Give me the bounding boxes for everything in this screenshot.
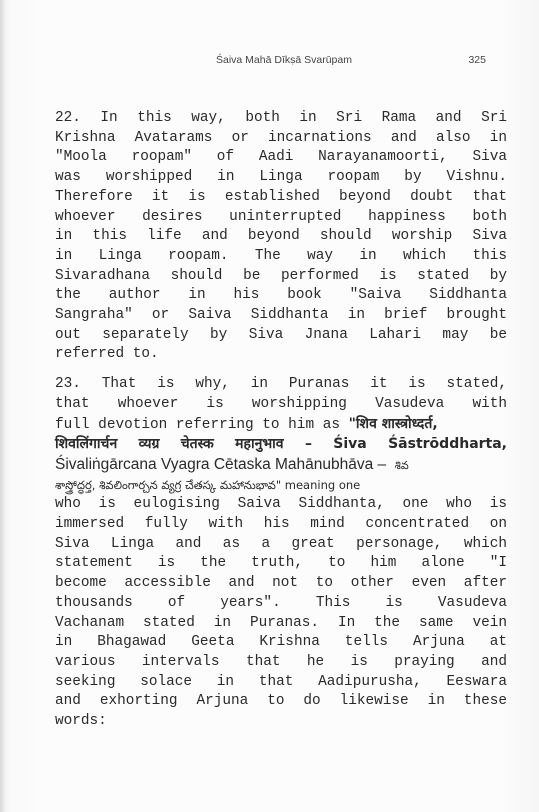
text-line: Sangraha" or Saiva Siddhanta in brief brought: [55, 307, 507, 324]
text-line: Therefore it is established beyond doubt that: [55, 188, 507, 205]
text-line: "Moola roopam" of Aadi Narayanamoorti, Siva: [55, 149, 507, 166]
text-line: Sivaradhana should be performed is stated by: [55, 267, 507, 284]
text-line: immersed fully with his mind concentrated on: [55, 516, 507, 533]
text-line: Siva Linga and as a great personage, which: [55, 535, 507, 552]
telugu-word: శివ: [394, 458, 409, 472]
text-line: various intervals that he is praying and: [55, 653, 507, 670]
text-line: referred to.: [55, 346, 159, 363]
text-line: in Bhagawad Geeta Krishna tells Arjuna at: [55, 634, 507, 651]
page-number: 325: [468, 54, 486, 66]
text-line: was worshipped in Linga roopam by Vishnu.: [55, 169, 507, 186]
paragraph-22: [55, 109, 507, 365]
text-line: that whoever is worshipping Vasudeva with: [55, 395, 507, 412]
text-line: words:: [55, 713, 107, 730]
header-title: Śaiva Mahā Dīkṣā Svarūpam: [216, 54, 352, 66]
page-edge-shadow: [0, 0, 6, 812]
text-line: in Linga roopam. The way in which this: [55, 247, 507, 264]
text-line: who is eulogising Saiva Siddhanta, one who is: [55, 496, 507, 513]
text-line: 23. That is why, in Puranas it is stated,: [55, 376, 507, 393]
text-line: Krishna Avatarams or incarnations and also in: [55, 129, 507, 146]
text-line: the author in his book "Saiva Siddhanta: [55, 287, 507, 304]
paragraph-23: [55, 375, 507, 732]
text-line: and exhorting Arjuna to do likewise in these: [55, 693, 507, 710]
transliteration-line: Śivaliṅgārcana Vyagra Cētaska Mahānubhāva –: [55, 455, 387, 473]
text-line: whoever desires uninterrupted happiness both: [55, 208, 507, 225]
text-line: seeking solace in that Aadipurusha, Eeswara: [55, 673, 507, 690]
text-segment: full devotion referring to him as: [55, 416, 340, 433]
devanagari-quote-start: "शिव शास्त्रोध्दर्त,: [348, 415, 438, 432]
telugu-line: శాస్త్రోద్ధర్త, శివలింగార్చన వ్యగ్ర చేతస్క మహానుభావ" meaning one: [55, 477, 361, 492]
text-line: Vachanam stated in Puranas. In the same vein: [55, 614, 507, 631]
text-line: out separately by Siva Jnana Lahari may be: [55, 326, 507, 343]
text-line: [55, 415, 507, 436]
text-line: statement is the truth, to him alone "I: [55, 555, 507, 572]
running-header: [56, 54, 486, 70]
text-line: in this life and beyond should worship Siva: [55, 228, 507, 245]
text-line: [55, 455, 507, 476]
text-line: become accessible and not to other even after: [55, 575, 507, 592]
body-text: [55, 109, 507, 742]
text-line: 22. In this way, both in Sri Rama and Sri: [55, 110, 507, 126]
devanagari-line: शिवलिंगार्चन व्यग्र चेतस्क महानुभाव – Śiva Śāstrōddharta,: [55, 436, 507, 453]
text-line: thousands of years". This is Vasudeva: [55, 594, 507, 611]
